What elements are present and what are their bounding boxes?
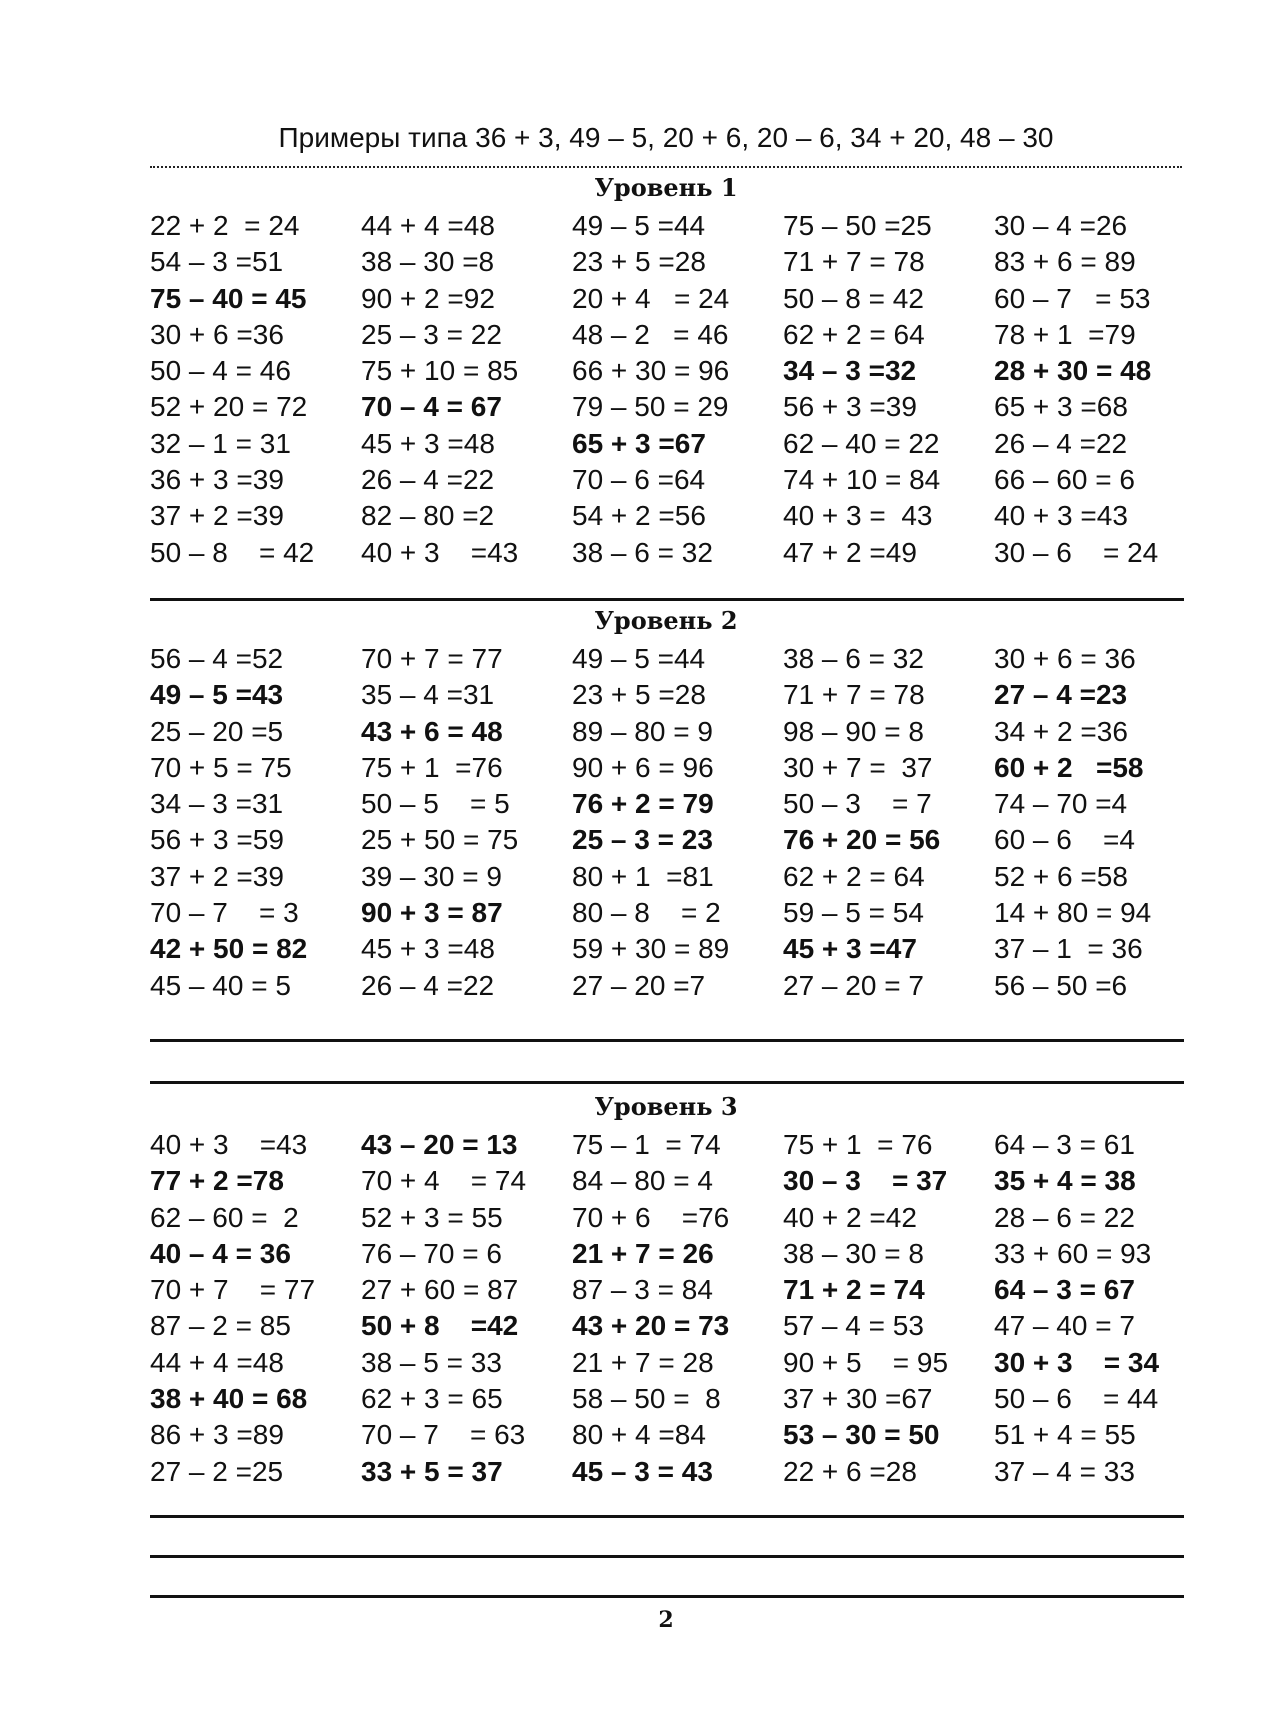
math-example: 30 + 7 = 37 <box>783 751 933 783</box>
math-example: 49 – 5 =44 <box>572 643 706 674</box>
math-example: 43 – 20 = 13 <box>361 1129 518 1160</box>
math-example: 40 + 3 = 43 <box>783 500 933 532</box>
math-example: 27 – 20 = 7 <box>783 969 924 1001</box>
math-example: 90 + 3 = 87 <box>361 897 503 929</box>
math-example: 50 – 3 = 7 <box>783 788 932 820</box>
math-example: 35 – 4 =31 <box>361 679 495 711</box>
math-example: 62 + 2 = 64 <box>783 860 925 892</box>
answer-line <box>150 1555 1184 1558</box>
math-example: 75 + 1 = 76 <box>783 1129 933 1160</box>
math-example: 44 + 4 =48 <box>361 210 495 241</box>
level-3-heading: Уровень 3 <box>594 1092 738 1121</box>
math-example: 53 – 30 = 50 <box>783 1419 940 1451</box>
math-example: 89 – 80 = 9 <box>572 715 713 747</box>
math-example: 40 + 2 =42 <box>783 1201 917 1233</box>
math-example: 45 – 3 = 43 <box>572 1455 713 1487</box>
math-example: 71 + 7 = 78 <box>783 246 925 278</box>
math-example: 76 + 20 = 56 <box>783 824 941 856</box>
answer-line <box>150 1515 1184 1518</box>
math-example: 64 – 3 = 61 <box>994 1129 1135 1160</box>
math-example: 59 – 5 = 54 <box>783 897 924 929</box>
math-example: 42 + 50 = 82 <box>150 933 308 965</box>
math-example: 62 + 2 = 64 <box>783 318 925 350</box>
math-example: 45 + 3 =47 <box>783 933 917 965</box>
math-example: 50 – 5 = 5 <box>361 788 510 820</box>
math-example: 62 + 3 = 65 <box>361 1383 503 1415</box>
math-example: 26 – 4 =22 <box>994 427 1128 459</box>
math-example: 77 + 2 =78 <box>150 1165 284 1197</box>
math-example: 80 + 4 =84 <box>572 1419 706 1451</box>
math-example: 38 – 30 =8 <box>361 246 495 278</box>
math-example: 70 + 6 =76 <box>572 1201 730 1233</box>
math-example: 60 – 6 =4 <box>994 824 1135 856</box>
math-example: 79 – 50 = 29 <box>572 391 729 423</box>
answer-line <box>150 1039 1184 1042</box>
math-example: 14 + 80 = 94 <box>994 897 1152 929</box>
math-example: 30 – 3 = 37 <box>783 1165 948 1197</box>
math-example: 54 – 3 =51 <box>150 246 284 278</box>
math-example: 38 – 5 = 33 <box>361 1346 502 1378</box>
math-example: 40 + 3 =43 <box>150 1129 308 1160</box>
math-example: 65 + 3 =68 <box>994 391 1128 423</box>
math-example: 52 + 20 = 72 <box>150 391 308 423</box>
math-example: 75 + 1 =76 <box>361 751 503 783</box>
math-example: 82 – 80 =2 <box>361 500 495 532</box>
math-example: 76 + 2 = 79 <box>572 788 714 820</box>
math-example: 90 + 2 =92 <box>361 282 495 314</box>
title-divider <box>150 166 1182 168</box>
math-example: 45 + 3 =48 <box>361 933 495 965</box>
math-example: 23 + 5 =28 <box>572 679 706 711</box>
level-1-heading: Уровень 1 <box>594 173 738 202</box>
math-example: 84 – 80 = 4 <box>572 1165 713 1197</box>
math-example: 80 + 1 =81 <box>572 860 714 892</box>
page-number: 2 <box>658 1607 674 1633</box>
math-example: 90 + 6 = 96 <box>572 751 714 783</box>
math-example: 86 + 3 =89 <box>150 1419 284 1451</box>
math-example: 38 + 40 = 68 <box>150 1383 308 1415</box>
math-example: 40 – 4 = 36 <box>150 1237 291 1269</box>
math-example: 38 – 30 = 8 <box>783 1237 924 1269</box>
level-2-divider <box>150 1081 1184 1084</box>
math-example: 52 + 3 = 55 <box>361 1201 503 1233</box>
math-example: 35 + 4 = 38 <box>994 1165 1136 1197</box>
math-example: 39 – 30 = 9 <box>361 860 502 892</box>
math-example: 27 – 20 =7 <box>572 969 706 1001</box>
math-example: 56 + 3 =59 <box>150 824 284 856</box>
math-example: 70 – 6 =64 <box>572 464 706 496</box>
math-example: 47 – 40 = 7 <box>994 1310 1135 1342</box>
math-example: 65 + 3 =67 <box>572 427 706 459</box>
math-example: 62 – 60 = 2 <box>150 1201 299 1233</box>
math-example: 57 – 4 = 53 <box>783 1310 924 1342</box>
math-example: 37 + 30 =67 <box>783 1383 933 1415</box>
math-example: 28 + 30 = 48 <box>994 355 1152 387</box>
math-example: 50 – 4 = 46 <box>150 355 291 387</box>
math-example: 30 + 6 = 36 <box>994 643 1136 674</box>
math-example: 98 – 90 = 8 <box>783 715 924 747</box>
math-example: 40 + 3 =43 <box>361 536 519 568</box>
math-example: 50 – 8 = 42 <box>150 536 315 568</box>
math-example: 25 – 3 = 23 <box>572 824 713 856</box>
math-example: 52 + 6 =58 <box>994 860 1128 892</box>
math-example: 75 – 1 = 74 <box>572 1129 721 1160</box>
math-example: 37 – 1 = 36 <box>994 933 1143 965</box>
math-example: 38 – 6 = 32 <box>572 536 713 568</box>
math-example: 20 + 4 = 24 <box>572 282 730 314</box>
math-example: 49 – 5 =43 <box>150 679 284 711</box>
math-example: 49 – 5 =44 <box>572 210 706 241</box>
math-example: 27 – 2 =25 <box>150 1455 284 1487</box>
math-example: 48 – 2 = 46 <box>572 318 729 350</box>
math-example: 27 + 60 = 87 <box>361 1274 519 1306</box>
math-example: 30 – 4 =26 <box>994 210 1128 241</box>
level-1-grid <box>150 208 1210 571</box>
math-example: 70 + 4 = 74 <box>361 1165 527 1197</box>
math-example: 71 + 7 = 78 <box>783 679 925 711</box>
math-example: 56 – 50 =6 <box>994 969 1128 1001</box>
math-example: 51 + 4 = 55 <box>994 1419 1136 1451</box>
math-example: 47 + 2 =49 <box>783 536 917 568</box>
math-example: 25 – 20 =5 <box>150 715 284 747</box>
math-example: 56 – 4 =52 <box>150 643 284 674</box>
math-example: 37 – 4 = 33 <box>994 1455 1135 1487</box>
math-example: 43 + 6 = 48 <box>361 715 503 747</box>
math-example: 34 – 3 =31 <box>150 788 284 820</box>
math-example: 87 – 3 = 84 <box>572 1274 713 1306</box>
math-example: 50 – 8 = 42 <box>783 282 924 314</box>
math-example: 23 + 5 =28 <box>572 246 706 278</box>
math-example: 32 – 1 = 31 <box>150 427 291 459</box>
math-example: 34 – 3 =32 <box>783 355 917 387</box>
math-example: 78 + 1 =79 <box>994 318 1136 350</box>
math-example: 87 – 2 = 85 <box>150 1310 291 1342</box>
math-example: 45 + 3 =48 <box>361 427 495 459</box>
math-example: 56 + 3 =39 <box>783 391 917 423</box>
math-example: 44 + 4 =48 <box>150 1346 284 1378</box>
math-example: 90 + 5 = 95 <box>783 1346 949 1378</box>
math-example: 30 + 6 =36 <box>150 318 284 350</box>
math-example: 66 – 60 = 6 <box>994 464 1135 496</box>
math-example: 37 + 2 =39 <box>150 860 284 892</box>
math-example: 25 – 3 = 22 <box>361 318 502 350</box>
level-3-grid <box>150 1127 1210 1490</box>
math-example: 28 – 6 = 22 <box>994 1201 1135 1233</box>
math-example: 64 – 3 = 67 <box>994 1274 1135 1306</box>
math-example: 71 + 2 = 74 <box>783 1274 925 1306</box>
math-example: 75 – 40 = 45 <box>150 282 307 314</box>
math-example: 40 + 3 =43 <box>994 500 1128 532</box>
math-example: 30 – 6 = 24 <box>994 536 1159 568</box>
math-example: 58 – 50 = 8 <box>572 1383 721 1415</box>
math-example: 70 – 4 = 67 <box>361 391 502 423</box>
math-example: 25 + 50 = 75 <box>361 824 519 856</box>
math-example: 34 + 2 =36 <box>994 715 1128 747</box>
math-example: 43 + 20 = 73 <box>572 1310 730 1342</box>
math-example: 26 – 4 =22 <box>361 969 495 1001</box>
math-example: 36 + 3 =39 <box>150 464 284 496</box>
math-example: 74 + 10 = 84 <box>783 464 941 496</box>
math-example: 75 + 10 = 85 <box>361 355 519 387</box>
page-title: Примеры типа 36 + 3, 49 – 5, 20 + 6, 20 – 6, 34 + 20, 48 – 30 <box>278 122 1054 153</box>
math-example: 54 + 2 =56 <box>572 500 706 532</box>
math-example: 70 – 7 = 63 <box>361 1419 526 1451</box>
math-example: 33 + 60 = 93 <box>994 1237 1152 1269</box>
math-example: 22 + 6 =28 <box>783 1455 917 1487</box>
math-example: 70 + 7 = 77 <box>150 1274 316 1306</box>
math-example: 62 – 40 = 22 <box>783 427 940 459</box>
math-example: 66 + 30 = 96 <box>572 355 730 387</box>
math-example: 33 + 5 = 37 <box>361 1455 503 1487</box>
math-example: 50 + 8 =42 <box>361 1310 519 1342</box>
math-example: 60 – 7 = 53 <box>994 282 1151 314</box>
math-example: 27 – 4 =23 <box>994 679 1128 711</box>
math-example: 70 + 5 = 75 <box>150 751 292 783</box>
level-1-divider <box>150 598 1184 601</box>
answer-line <box>150 1595 1184 1598</box>
math-example: 59 + 30 = 89 <box>572 933 730 965</box>
math-example: 22 + 2 = 24 <box>150 210 300 241</box>
math-example: 74 – 70 =4 <box>994 788 1128 820</box>
math-example: 26 – 4 =22 <box>361 464 495 496</box>
math-example: 76 – 70 = 6 <box>361 1237 502 1269</box>
math-example: 80 – 8 = 2 <box>572 897 721 929</box>
math-example: 70 + 7 = 77 <box>361 643 503 674</box>
math-example: 37 + 2 =39 <box>150 500 284 532</box>
math-example: 83 + 6 = 89 <box>994 246 1136 278</box>
math-example: 30 + 3 = 34 <box>994 1346 1160 1378</box>
math-example: 21 + 7 = 28 <box>572 1346 714 1378</box>
level-2-grid <box>150 641 1210 1004</box>
math-example: 38 – 6 = 32 <box>783 643 924 674</box>
math-example: 21 + 7 = 26 <box>572 1237 714 1269</box>
math-example: 45 – 40 = 5 <box>150 969 291 1001</box>
math-example: 70 – 7 = 3 <box>150 897 299 929</box>
math-example: 75 – 50 =25 <box>783 210 932 241</box>
math-example: 60 + 2 =58 <box>994 751 1144 783</box>
level-2-heading: Уровень 2 <box>594 606 738 635</box>
math-example: 50 – 6 = 44 <box>994 1383 1159 1415</box>
